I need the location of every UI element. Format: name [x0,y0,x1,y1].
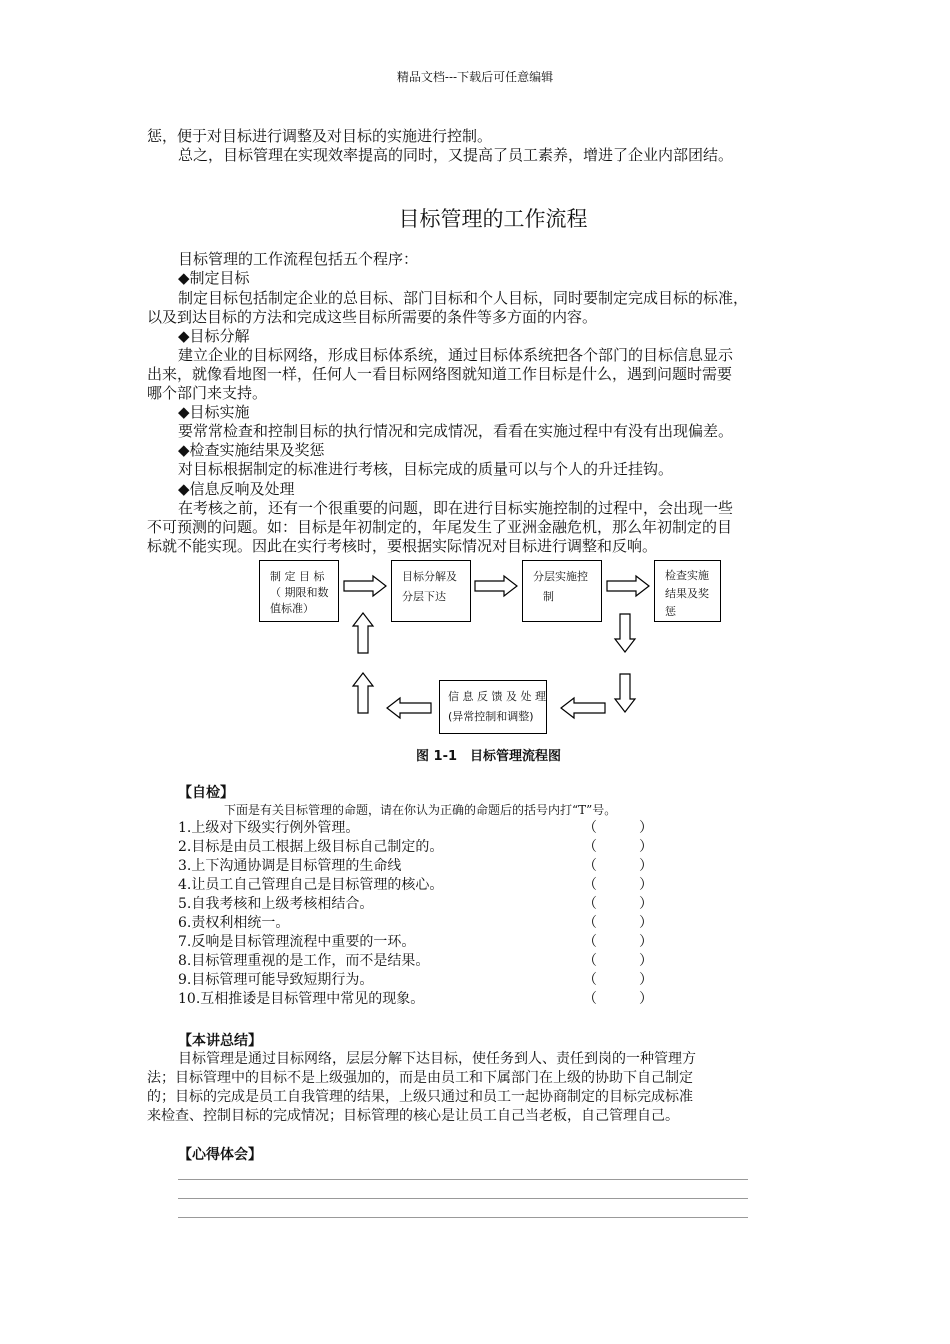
arrow-down-icon [614,673,636,713]
answer-bracket[interactable]: （ ） [583,915,653,931]
selfcheck-item: 10.互相推诿是目标管理中常见的现象。 [178,991,425,1007]
answer-bracket[interactable]: （ ） [583,877,653,893]
summary-heading: 【本讲总结】 [178,1033,262,1049]
answer-bracket[interactable]: （ ） [583,839,653,855]
body-lead: 目标管理的工作流程包括五个程序： [178,250,419,268]
answer-line[interactable] [178,1179,748,1180]
answer-line[interactable] [178,1217,748,1218]
summary-line-2: 法；目标管理中的目标不是上级强加的，而是由员工和下属部门在上级的协助下自己制定 [147,1070,693,1086]
flow-box-feedback: 信 息 反 馈 及 处 理 (异常控制和调整) [439,680,547,734]
selfcheck-item: 3.上下沟通协调是目标管理的生命线 [178,858,402,874]
section-5-line-1: 在考核之前，还有一个很重要的问题，即在进行目标实施控制的过程中，会出现一些 [178,499,734,517]
selfcheck-item: 7.反响是目标管理流程中重要的一环。 [178,934,416,950]
section-heading-decompose: ◆目标分解 [178,327,250,345]
answer-line[interactable] [178,1198,748,1199]
flow-box-decompose: 目标分解及 分层下达 [391,560,471,622]
arrow-right-icon [343,575,387,597]
arrow-up-icon [352,672,374,714]
arrow-left-icon [560,697,606,719]
selfcheck-item: 2.目标是由员工根据上级目标自己制定的。 [178,839,444,855]
selfcheck-item: 9.目标管理可能导致短期行为。 [178,972,374,988]
section-2-line-1: 建立企业的目标网络，形成目标体系统，通过目标体系统把各个部门的目标信息显示 [178,346,734,364]
answer-bracket[interactable]: （ ） [583,953,653,969]
flow-box-check-results: 检查实施 结果及奖 惩 [654,560,721,622]
arrow-right-icon [606,575,650,597]
section-3-line-1: 要常常检查和控制目标的执行情况和完成情况，看看在实施过程中有没有出现偏差。 [178,422,734,440]
reflection-heading: 【心得体会】 [178,1147,262,1163]
intro-line-2: 总之，目标管理在实现效率提高的同时，又提高了员工素养，增进了企业内部团结。 [178,146,734,164]
section-heading-check: ◆检查实施结果及奖惩 [178,441,325,459]
section-heading-set-goals: ◆制定目标 [178,269,250,287]
selfcheck-item: 8.目标管理重视的是工作，而不是结果。 [178,953,430,969]
flow-box-set-goals: 制 定 目 标 （ 期限和数 值标准） [259,560,339,622]
selfcheck-heading: 【自检】 [178,785,234,801]
selfcheck-item: 4.让员工自己管理自己是目标管理的核心。 [178,877,444,893]
section-5-line-2: 不可预测的问题。如：目标是年初制定的，年尾发生了亚洲金融危机，那么年初制定的目 [147,518,733,536]
section-2-line-3: 哪个部门来支持。 [147,384,268,402]
answer-bracket[interactable]: （ ） [583,820,653,836]
summary-line-3: 的；目标的完成是员工自我管理的结果，上级只通过和员工一起协商制定的目标完成标准 [147,1089,693,1105]
arrow-left-icon [386,697,432,719]
selfcheck-instruction: 下面是有关目标管理的命题，请在你认为正确的命题后的括号内打“T”号。 [224,803,617,817]
section-1-line-2: 以及到达目标的方法和完成这些目标所需要的条件等多方面的内容。 [147,308,598,326]
selfcheck-item: 5.自我考核和上级考核相结合。 [178,896,374,912]
intro-line-1: 惩，便于对目标进行调整及对目标的实施进行控制。 [147,127,493,145]
answer-bracket[interactable]: （ ） [583,858,653,874]
answer-bracket[interactable]: （ ） [583,972,653,988]
summary-line-1: 目标管理是通过目标网络，层层分解下达目标，使任务到人、责任到岗的一种管理方 [178,1051,696,1067]
section-5-line-3: 标就不能实现。因此在实行考核时，要根据实际情况对目标进行调整和反响。 [147,537,658,555]
section-1-line-1: 制定目标包括制定企业的总目标、部门目标和个人目标，同时要制定完成目标的标准， [178,289,749,307]
arrow-down-icon [614,613,636,653]
summary-line-4: 来检查、控制目标的完成情况；目标管理的核心是让员工自己当老板，自己管理自己。 [147,1108,679,1124]
page-title: 目标管理的工作流程 [398,207,588,231]
page-header: 精品文档---下载后可任意编辑 [396,70,554,84]
section-2-line-2: 出来，就像看地图一样，任何人一看目标网络图就知道工作目标是什么，遇到问题时需要 [147,365,733,383]
flow-box-implement: 分层实施控 制 [522,560,602,622]
section-heading-feedback: ◆信息反响及处理 [178,480,295,498]
section-4-line-1: 对目标根据制定的标准进行考核，目标完成的质量可以与个人的升迁挂钩。 [178,460,674,478]
selfcheck-item: 6.责权利相统一。 [178,915,290,931]
figure-caption: 图 1-1 目标管理流程图 [416,749,562,764]
answer-bracket[interactable]: （ ） [583,991,653,1007]
arrow-right-icon [474,575,518,597]
selfcheck-item: 1.上级对下级实行例外管理。 [178,820,360,836]
arrow-up-icon [352,612,374,654]
answer-bracket[interactable]: （ ） [583,896,653,912]
section-heading-implement: ◆目标实施 [178,403,250,421]
answer-bracket[interactable]: （ ） [583,934,653,950]
